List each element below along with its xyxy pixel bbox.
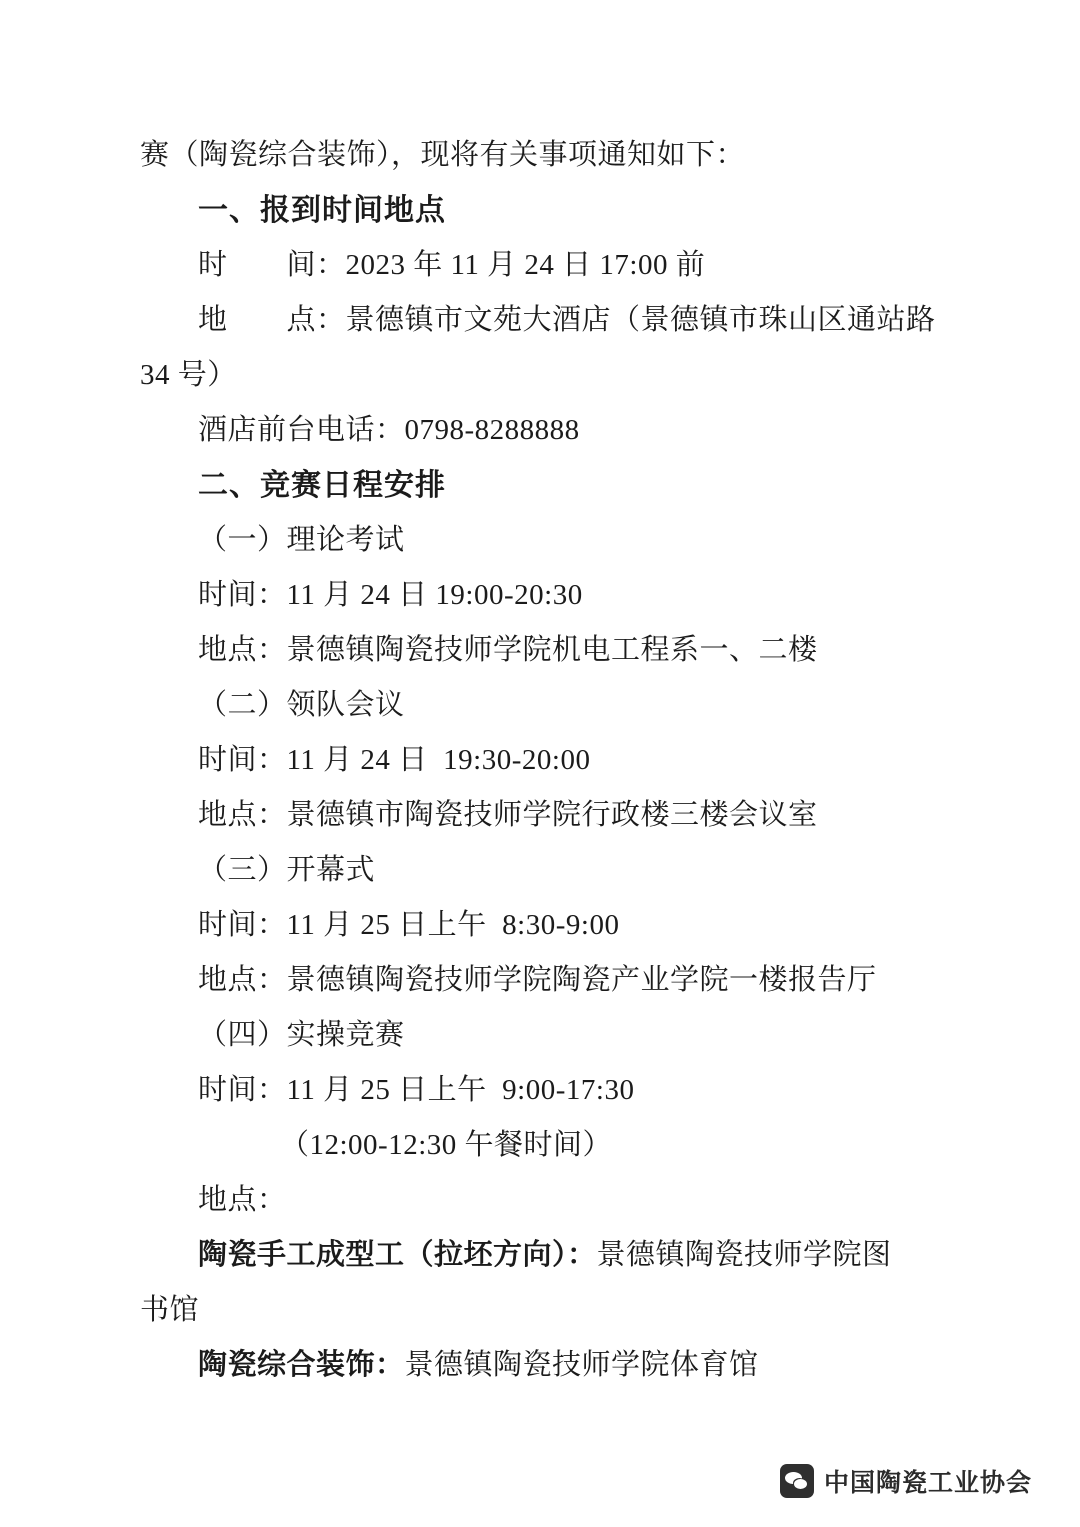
venue-2-line	[140, 1338, 940, 1393]
schedule-item-1-time: 时间：11 月 24 日 19:00-20:30	[198, 579, 583, 611]
section-one-heading: 一、报到时间地点	[198, 194, 446, 227]
schedule-item-3-title: （三）开幕式	[198, 854, 376, 886]
venue-1-value-line1: 景德镇陶瓷技师学院图	[596, 1239, 892, 1271]
venue-1-line	[140, 1228, 940, 1283]
schedule-item-2-time: 时间：11 月 24 日 19:30-20:00	[198, 744, 591, 776]
section-two-heading: 二、竞赛日程安排	[198, 469, 446, 502]
venue-2-name: 陶瓷综合装饰：	[198, 1349, 405, 1381]
venue-1-value-line2: 书馆	[140, 1294, 200, 1326]
schedule-item-3-place: 地点：景德镇陶瓷技师学院陶瓷产业学院一楼报告厅	[198, 964, 877, 996]
schedule-item-4-place-label: 地点：	[198, 1184, 287, 1216]
section-one-place-line-1: 地 点：景德镇市文苑大酒店（景德镇市珠山区通站路	[198, 304, 936, 336]
wechat-icon	[780, 1464, 814, 1498]
wechat-account-name: 中国陶瓷工业协会	[823, 1469, 1032, 1497]
venue-2-value: 景德镇陶瓷技师学院体育馆	[404, 1349, 759, 1381]
wechat-account-footer	[780, 1463, 1032, 1499]
schedule-item-1-place: 地点：景德镇陶瓷技师学院机电工程系一、二楼	[198, 634, 818, 666]
schedule-item-2-title: （二）领队会议	[198, 689, 405, 721]
venue-1-name: 陶瓷手工成型工（拉坯方向）：	[198, 1239, 597, 1271]
schedule-item-4-time-note: （12:00-12:30 午餐时间）	[280, 1129, 613, 1161]
schedule-item-1-title: （一）理论考试	[198, 524, 405, 556]
section-one-place-line-2: 34 号）	[140, 359, 237, 391]
schedule-item-2-place: 地点：景德镇市陶瓷技师学院行政楼三楼会议室	[198, 799, 818, 831]
intro-paragraph: 赛（陶瓷综合装饰），现将有关事项通知如下：	[140, 139, 746, 171]
schedule-item-4-time: 时间：11 月 25 日上午 9:00-17:30	[198, 1074, 635, 1106]
schedule-item-3-time: 时间：11 月 25 日上午 8:30-9:00	[198, 909, 620, 941]
document-body	[140, 128, 940, 1393]
section-one-time: 时 间：2023 年 11 月 24 日 17:00 前	[198, 249, 706, 281]
schedule-item-4-title: （四）实操竞赛	[198, 1019, 405, 1051]
section-one-hotel-phone: 酒店前台电话：0798-8288888	[198, 414, 580, 446]
